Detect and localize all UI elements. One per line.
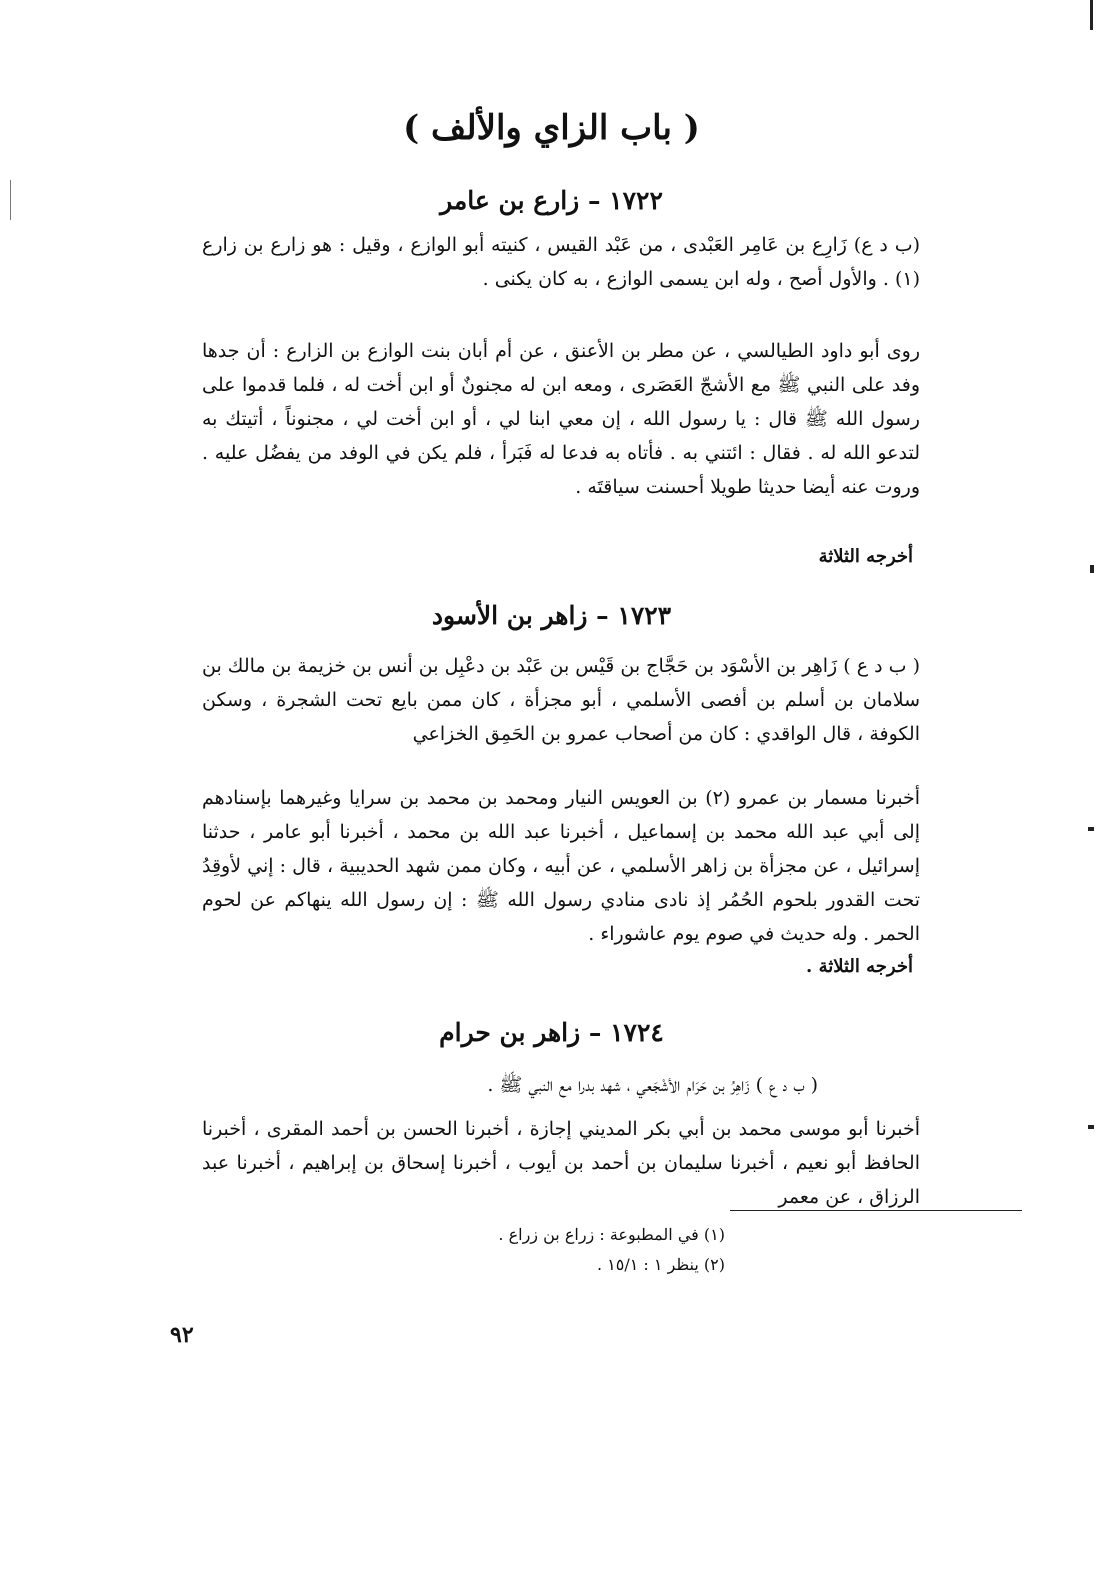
- entry-1722-narration: روى أبو داود الطيالسي ، عن مطر بن الأعنق ، عن أم أبان بنت الوازع بن الزارع : أن جدها وفد على النبي ﷺ مع الأشجّ العَصَرى ، ومعه ابن له مجنونٌ أو ابن أخت له ، فلما قدموا على رسول الله ﷺ قال : يا رسول الله ، إن معي ابنا لي ، أو ابن أخت لي ، مجنوناً ، أتيتك به لتدعو الله له . فقال : ائتني به . فأتاه به فدعا له فَبَرأ ، فلم يكن في الوفد من يفضُل عليه . وروت عنه أيضا حديثا طويلا أحسنت سياقتَه .: [202, 340, 920, 498]
- scan-edge-mark: [1090, 565, 1094, 573]
- entry-1722-source: أخرجه الثلاثة: [818, 546, 913, 567]
- scan-edge-mark: [1090, 0, 1093, 30]
- entry-1723-source: أخرجه الثلاثة .: [806, 956, 913, 977]
- footnote-2: (٢) ينظر ١ : ١٥/١ .: [597, 1255, 725, 1274]
- entry-heading-1722: ١٧٢٢ – زارع بن عامر: [440, 186, 663, 215]
- footnote-rule: [730, 1210, 1022, 1211]
- entry-heading-1723: ١٧٢٣ – زاهر بن الأسود: [431, 601, 672, 630]
- entry-1723-intro: ( ب د ع ) زَاهِر بن الأسْوَد بن حَجَّاج بن قَيْس بن عَبْد بن دعْبِل بن أنس بن خزيمة بن مالك بن سلامان بن أسلم بن أفصى الأسلمي ، أبو مجزأة ، كان ممن بايع تحت الشجرة ، وسكن الكوفة ، قال الواقدي : كان من أصحاب عمرو بن الحَمِق الخزاعي: [202, 655, 920, 745]
- entry-1723-narration: أخبرنا مسمار بن عمرو (٢) بن العويس النيار ومحمد بن محمد بن سرايا وغيرهما بإسنادهم إلى أبي عبد الله محمد بن إسماعيل ، أخبرنا عبد الله بن محمد ، أخبرنا أبو عامر ، حدثنا إسرائيل ، عن مجزأة بن زاهر الأسلمي ، عن أبيه ، وكان ممن شهد الحديبية ، قال : إني لأوقِدُ تحت القدور بلحوم الحُمُر إذ نادى منادي رسول الله ﷺ : إن رسول الله ينهاكم عن لحوم الحمر . وله حديث في صوم يوم عاشوراء .: [202, 787, 921, 945]
- page-number: ٩٢: [170, 1322, 194, 1348]
- entry-1724-intro: ( ب د ع ) زَاهِرُ بن حَرَام الأشْجَعي ، شهد بدرا مع النبي ﷺ .: [487, 1074, 818, 1096]
- scan-edge-line: [10, 180, 11, 220]
- scan-edge-mark: [1088, 1125, 1094, 1129]
- scan-edge-mark: [1088, 827, 1094, 831]
- footnotes: [0, 1220, 725, 1280]
- entry-1724-narration: أخبرنا أبو موسى محمد بن أبي بكر المديني إجازة ، أخبرنا الحسن بن أحمد المقرى ، أخبرنا الحافظ أبو نعيم ، أخبرنا سليمان بن أحمد بن أيوب ، أخبرنا إسحاق بن إبراهيم ، أخبرنا عبد الرزاق ، عن معمر: [202, 1118, 920, 1208]
- entry-heading-1724: ١٧٢٤ – زاهر بن حرام: [439, 1018, 664, 1047]
- footnote-1: (١) في المطبوعة : زراع بن زراع .: [498, 1225, 725, 1244]
- entry-1722-intro: (ب د ع) زَارِع بن عَامِر العَبْدى ، من عَبْد القيس ، كنيته أبو الوازع ، وقيل : هو زارع بن زارع (١) . والأول أصح ، وله ابن يسمى الوازع ، به كان يكنى .: [202, 234, 920, 290]
- chapter-title: ( باب الزاي والألف ): [403, 108, 700, 148]
